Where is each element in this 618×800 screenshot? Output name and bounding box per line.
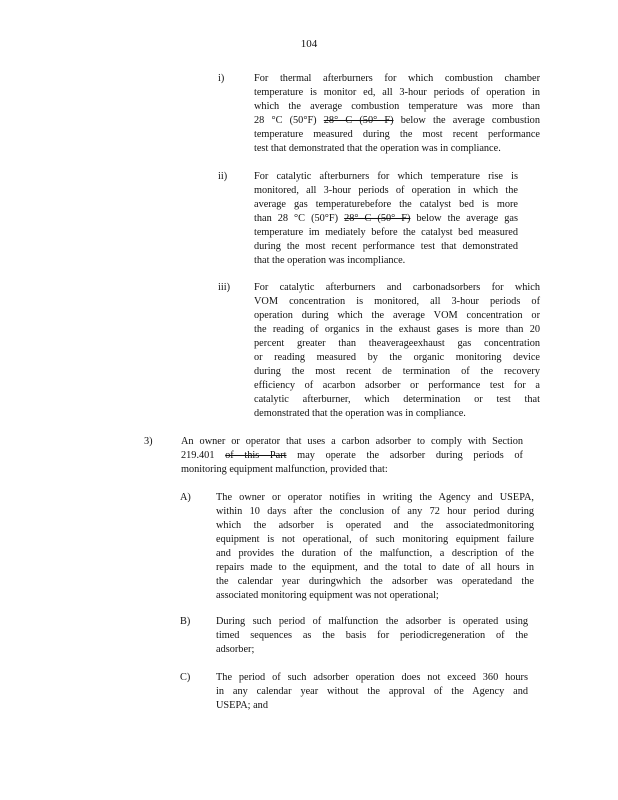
item-label: A)	[180, 492, 191, 503]
text-segment: during the most recent de termination of the recovery	[254, 366, 540, 377]
text-segment: test that demonstrated that the operation was in compliance.	[254, 143, 501, 154]
text-segment: monitored, all 3-hour periods of operation in which the	[254, 185, 518, 196]
text-segment: efficiency of acarbon adsorber or performance test for a	[254, 380, 540, 391]
text-segment: timed sequences as the basis for periodicregeneration of the	[216, 630, 528, 641]
text-segment: 219.401	[181, 450, 226, 461]
text-line	[254, 100, 540, 114]
text-segment: may operate the adsorber during periods of	[286, 450, 523, 461]
text-segment: During such period of malfunction the adsorber is operated using	[216, 616, 528, 627]
text-segment: 28 °C (50°F)	[254, 115, 324, 126]
text-line	[254, 240, 518, 254]
text-line	[254, 226, 518, 240]
text-segment: equipment is not operational, of such monitoring equipment failure	[216, 534, 534, 545]
text-line	[216, 643, 528, 657]
text-segment: within 10 days after the conclusion of any 72 hour period during	[216, 506, 534, 517]
text-segment: USEPA; and	[216, 700, 268, 711]
text-line	[216, 685, 528, 699]
text-line	[254, 337, 540, 351]
text-segment: average gas temperaturebefore the catalyst bed is more	[254, 199, 518, 210]
text-line	[254, 309, 540, 323]
text-line	[254, 142, 540, 156]
text-line	[254, 212, 518, 226]
text-segment: For catalytic afterburners and carbonadsorbers for which	[254, 282, 540, 293]
text-line	[216, 589, 534, 603]
text-line	[254, 114, 540, 128]
text-line	[181, 435, 523, 449]
text-segment: An owner or operator that uses a carbon adsorber to comply with Section	[181, 436, 523, 447]
text-line	[216, 561, 534, 575]
text-segment: VOM concentration is monitored, all 3-hour periods of	[254, 296, 540, 307]
text-segment: monitoring equipment malfunction, provided that:	[181, 464, 388, 475]
text-line	[216, 547, 534, 561]
text-segment: and provides the duration of the malfunction, a description of the	[216, 548, 534, 559]
text-segment: percent greater than theaverageexhaust gas concentration	[254, 338, 540, 349]
list-item-text	[254, 281, 540, 421]
text-segment: or reading measured by the organic monitoring device	[254, 352, 540, 363]
item-label: i)	[218, 73, 225, 84]
text-segment: the reading of organics in the exhaust gases is more than 20	[254, 324, 540, 335]
text-line	[254, 72, 540, 86]
list-item-text	[216, 615, 528, 657]
text-line	[216, 533, 534, 547]
text-segment: which the average combustion temperature was more than	[254, 101, 540, 112]
text-segment: adsorber;	[216, 644, 255, 655]
text-line	[254, 198, 518, 212]
text-segment: For catalytic afterburners for which temperature rise is	[254, 171, 518, 182]
text-segment: associated monitoring equipment was not operational;	[216, 590, 439, 601]
text-segment: than 28 °C (50°F)	[254, 213, 345, 224]
item-label: 3)	[144, 436, 153, 447]
text-line	[254, 365, 540, 379]
text-line	[216, 615, 528, 629]
struck-text: of this Part	[225, 450, 287, 461]
text-line	[216, 491, 534, 505]
text-segment: catalytic afterburner, which determination or test that	[254, 394, 540, 405]
text-segment: The owner or operator notifies in writing the Agency and USEPA,	[216, 492, 534, 503]
text-segment: The period of such adsorber operation does not exceed 360 hours	[216, 672, 528, 683]
item-label: B)	[180, 616, 191, 627]
text-line	[254, 407, 540, 421]
text-line	[216, 699, 528, 713]
list-item-text	[216, 671, 528, 713]
text-line	[216, 629, 528, 643]
struck-text: 28° C (50° F)	[323, 115, 394, 126]
text-segment: demonstrated that the operation was in compliance.	[254, 408, 466, 419]
text-line	[254, 254, 518, 268]
text-line	[254, 295, 540, 309]
text-line	[254, 128, 540, 142]
text-segment: temperature is monitor ed, all 3-hour periods of operation in	[254, 87, 540, 98]
text-segment: For thermal afterburners for which combustion chamber	[254, 73, 540, 84]
item-label: C)	[180, 672, 191, 683]
text-segment: repairs made to the equipment, and the total to date of all hours in	[216, 562, 534, 573]
text-line	[254, 393, 540, 407]
text-segment: in any calendar year without the approval of the Agency and	[216, 686, 528, 697]
list-item-text	[254, 170, 518, 268]
text-segment: below the average combustion	[393, 115, 540, 126]
text-line	[254, 379, 540, 393]
text-line	[216, 575, 534, 589]
text-segment: during the most recent performance test that demonstrated	[254, 241, 518, 252]
list-item-text	[254, 72, 540, 156]
text-segment: the calendar year duringwhich the adsorber was operatedand the	[216, 576, 534, 587]
text-line	[216, 505, 534, 519]
text-segment: that the operation was incompliance.	[254, 255, 406, 266]
page-number: 104	[300, 38, 318, 50]
text-line	[181, 449, 523, 463]
text-line	[216, 519, 534, 533]
list-item-text	[181, 435, 523, 477]
item-label: ii)	[218, 171, 228, 182]
text-line	[254, 170, 518, 184]
text-segment: temperature measured during the most recent performance	[254, 129, 540, 140]
text-line	[254, 351, 540, 365]
text-segment: operation during which the average VOM concentration or	[254, 310, 540, 321]
struck-text: 28° C (50° F)	[344, 213, 411, 224]
text-line	[254, 323, 540, 337]
text-line	[254, 86, 540, 100]
text-line	[216, 671, 528, 685]
text-segment: below the average gas	[410, 213, 518, 224]
text-line	[254, 184, 518, 198]
list-item-text	[216, 491, 534, 603]
text-segment: which the adsorber is operated and the associatedmonitoring	[216, 520, 534, 531]
text-line	[181, 463, 523, 477]
text-segment: temperature im mediately before the catalyst bed measured	[254, 227, 518, 238]
text-line	[254, 281, 540, 295]
item-label: iii)	[218, 282, 231, 293]
